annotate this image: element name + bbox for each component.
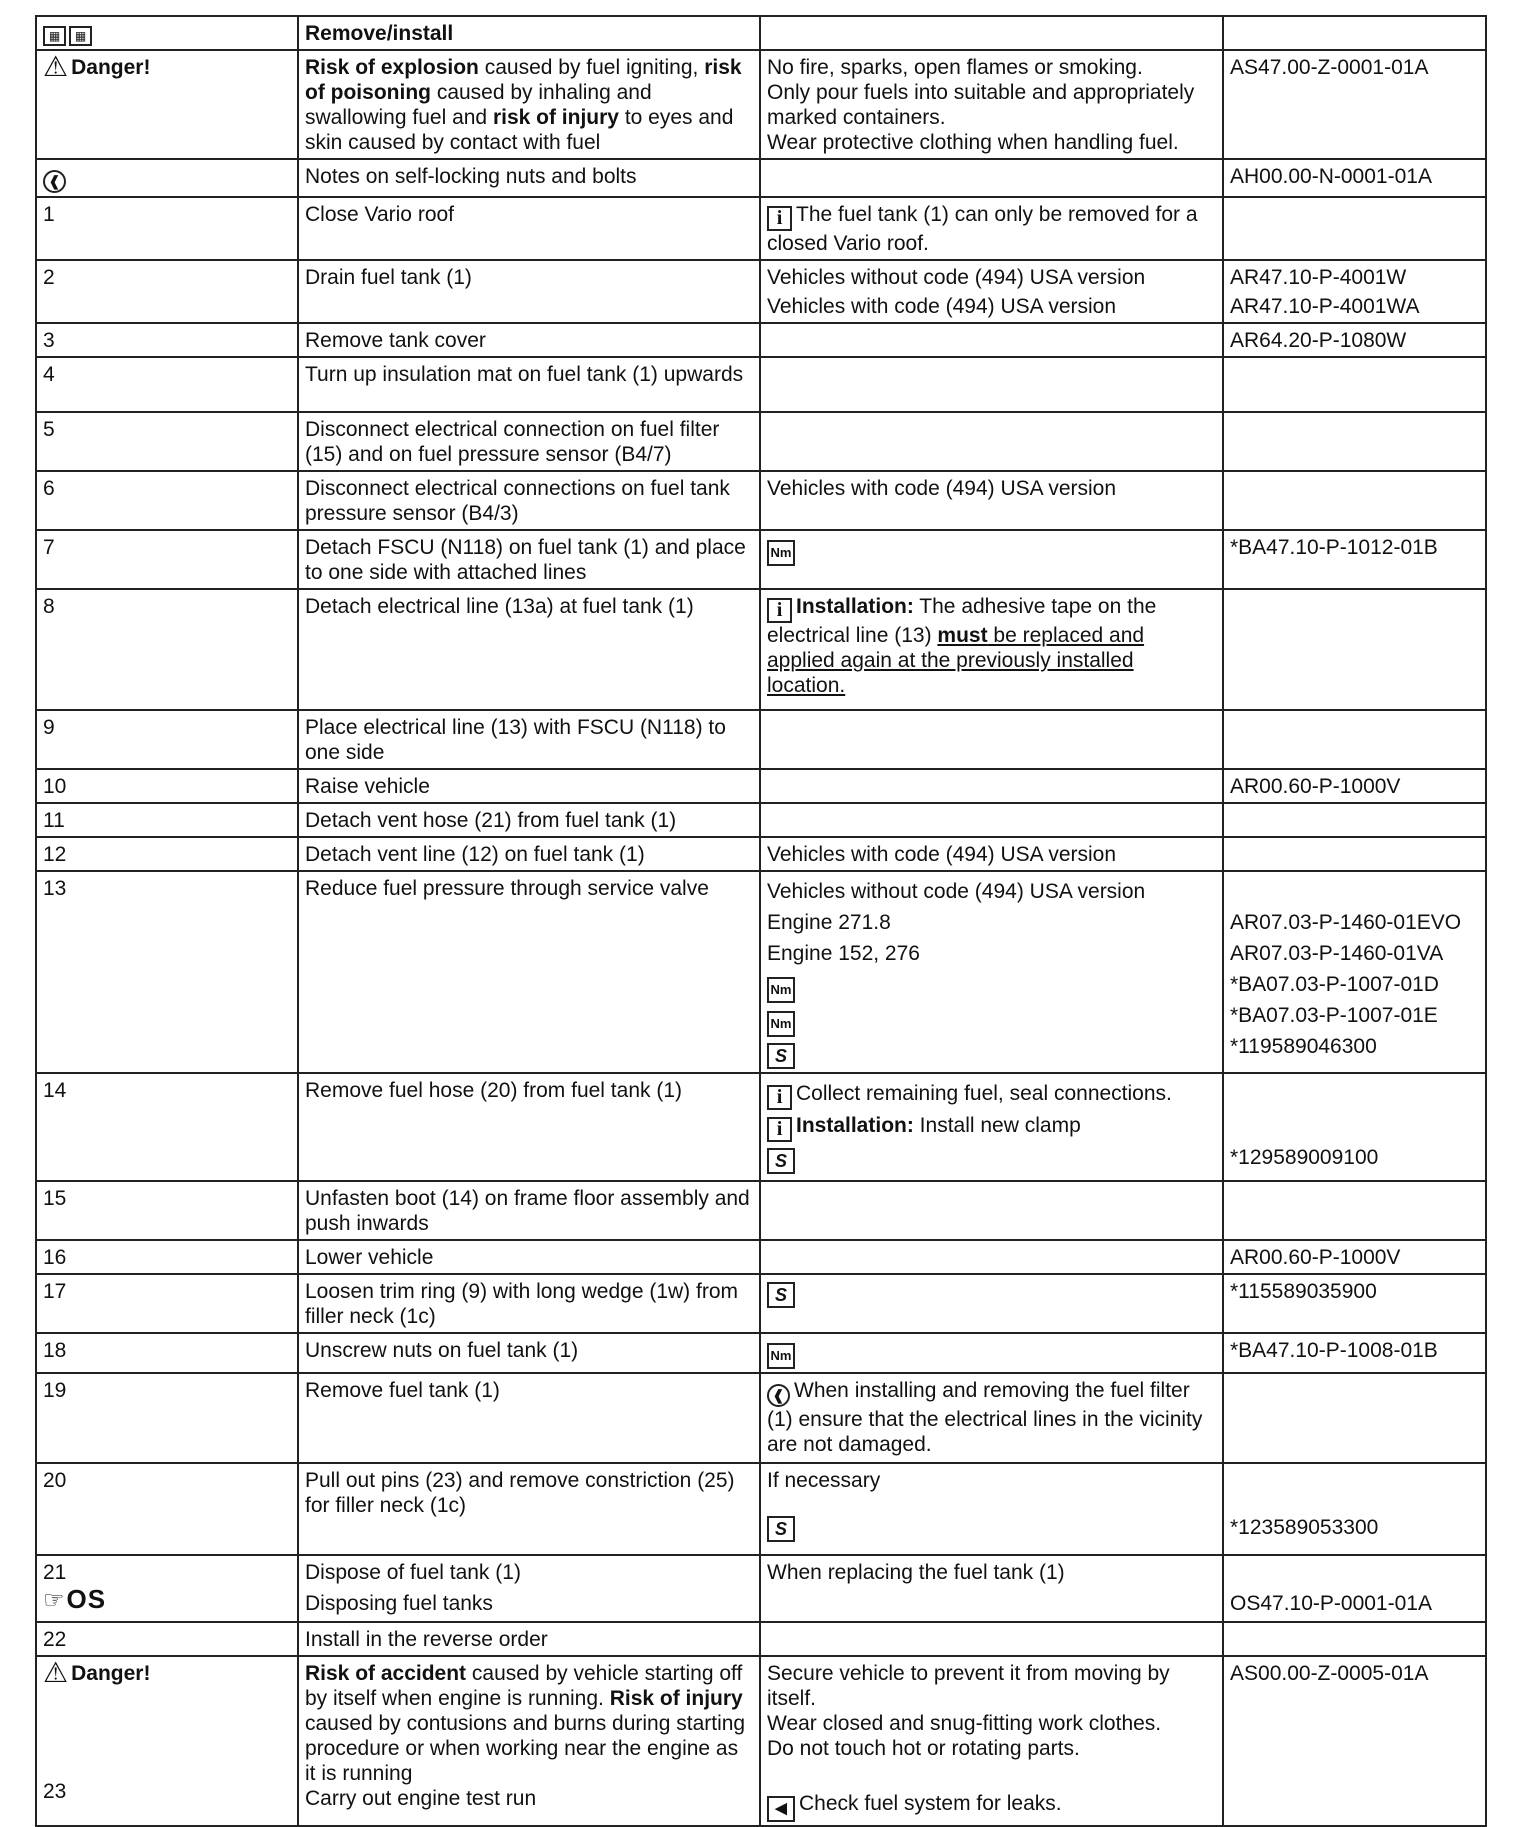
table-row: 20 Pull out pins (23) and remove constriction (25) for filler neck (1c) If necessary S *123589053300 <box>36 1463 1486 1555</box>
ref-link[interactable]: AR64.20-P-1080W <box>1223 323 1486 357</box>
info-icon: i <box>767 206 792 231</box>
table-row: 12 Detach vent line (12) on fuel tank (1) Vehicles with code (494) USA version <box>36 837 1486 871</box>
ref-link[interactable]: AR00.60-P-1000V <box>1223 769 1486 803</box>
table-row: 3 Remove tank cover AR64.20-P-1080W <box>36 323 1486 357</box>
info-icon: i <box>767 598 792 623</box>
table-row: 5 Disconnect electrical connection on fuel filter (15) and on fuel pressure sensor (B4/7) <box>36 412 1486 471</box>
danger-row-fuel: ⚠ Danger! Risk of explosion caused by fuel igniting, risk of poisoning caused by inhaling and swallowing fuel and risk of injury to eyes and skin caused by contact with fuel No fire, sparks, open flames or smoking. Only pour fuels into suitable and appropriately marked containers. Wear protective clothing when handling fuel. AS47.00-Z-0001-01A <box>36 50 1486 159</box>
self-locking-icon: ❰ <box>43 170 66 193</box>
danger-label: Danger! <box>71 56 151 79</box>
remove-install-icon: ▦ <box>43 26 66 46</box>
ref-link[interactable]: AR07.03-P-1460-01VA <box>1230 942 1444 965</box>
table-row: 16 Lower vehicle AR00.60-P-1000V <box>36 1240 1486 1274</box>
remove-install-icon: ▦ <box>69 26 92 46</box>
table-row: 9 Place electrical line (13) with FSCU (N118) to one side <box>36 710 1486 769</box>
special-tool-icon: S <box>767 1516 795 1542</box>
table-row: 1 Close Vario roof i The fuel tank (1) can only be removed for a closed Vario roof. <box>36 197 1486 260</box>
warning-triangle-icon: ⚠ <box>43 51 69 82</box>
info-icon: i <box>767 1085 792 1110</box>
table-row: 18 Unscrew nuts on fuel tank (1) Nm *BA47.10-P-1008-01B <box>36 1333 1486 1373</box>
table-row: 6 Disconnect electrical connections on fuel tank pressure sensor (B4/3) Vehicles with code (494) USA version <box>36 471 1486 530</box>
ref-link[interactable]: *BA07.03-P-1007-01E <box>1230 1004 1438 1027</box>
table-row: ❰ Notes on self-locking nuts and bolts AH00.00-N-0001-01A <box>36 159 1486 197</box>
torque-nm-icon: Nm <box>767 540 795 566</box>
table-row: 11 Detach vent hose (21) from fuel tank (1) <box>36 803 1486 837</box>
table-row: 14 Remove fuel hose (20) from fuel tank (1) i Collect remaining fuel, seal connections. i Installation: Install new clamp S *129589009100 <box>36 1073 1486 1181</box>
special-tool-icon: S <box>767 1282 795 1308</box>
table-row: 8 Detach electrical line (13a) at fuel tank (1) i Installation: The adhesive tape on the electrical line (13) must be replaced and applied again at the previously installed location. <box>36 589 1486 710</box>
ref-link[interactable]: *119589046300 <box>1230 1035 1377 1058</box>
ref-link[interactable]: AR47.10-P-4001W <box>1230 266 1407 289</box>
danger-row-engine: ⚠ Danger! 23 Risk of accident caused by vehicle starting off by itself when engine is running. Risk of injury caused by contusions and burns during starting procedure or when working near the engine as it is running Carry out engine test run Secure vehicle to prevent it from moving by itself. Wear closed and snug-fitting work clothes. Do not touch hot or rotating parts. ◀ Check fuel system for leaks. AS00.00-Z-0005-01A <box>36 1656 1486 1826</box>
ref-link[interactable]: OS47.10-P-0001-01A <box>1230 1592 1432 1615</box>
info-icon: i <box>767 1117 792 1142</box>
ref-link[interactable]: AR00.60-P-1000V <box>1223 1240 1486 1274</box>
header-row <box>36 16 1486 50</box>
table-row: 2 Drain fuel tank (1) Vehicles without code (494) USA version Vehicles with code (494) USA version AR47.10-P-4001W AR47.10-P-4001WA <box>36 260 1486 323</box>
table-row: 10 Raise vehicle AR00.60-P-1000V <box>36 769 1486 803</box>
test-run-icon: ◀ <box>767 1796 795 1822</box>
warning-triangle-icon: ⚠ <box>43 1657 69 1688</box>
ref-link[interactable]: AR47.10-P-4001WA <box>1230 295 1420 318</box>
table-row: 4 Turn up insulation mat on fuel tank (1) upwards <box>36 357 1486 412</box>
ref-link[interactable]: AH00.00-N-0001-01A <box>1223 159 1486 197</box>
table-row: 13 Reduce fuel pressure through service valve Vehicles without code (494) USA version Engine 271.8 Engine 152, 276 Nm Nm S AR07.03-P-1460-01EVO AR07.03-P-1460-01VA *BA07.03-P-1007-01D *BA07.03-P-1007-01E *119589046300 <box>36 871 1486 1073</box>
table-row: 17 Loosen trim ring (9) with long wedge (1w) from filler neck (1c) S *115589035900 <box>36 1274 1486 1333</box>
procedure-table <box>35 15 1487 1827</box>
ref-link[interactable]: *115589035900 <box>1223 1274 1486 1333</box>
table-row: 21 ☞OS Dispose of fuel tank (1) Disposing fuel tanks When replacing the fuel tank (1) OS47.10-P-0001-01A <box>36 1555 1486 1622</box>
table-row: 22 Install in the reverse order <box>36 1622 1486 1656</box>
table-row: 15 Unfasten boot (14) on frame floor assembly and push inwards <box>36 1181 1486 1240</box>
self-locking-icon: ❰ <box>767 1384 790 1407</box>
ref-link[interactable]: AS47.00-Z-0001-01A <box>1223 50 1486 159</box>
ref-link[interactable]: *123589053300 <box>1230 1516 1379 1539</box>
torque-nm-icon: Nm <box>767 1343 795 1369</box>
special-tool-icon: S <box>767 1043 795 1069</box>
torque-nm-icon: Nm <box>767 1011 795 1037</box>
table-row: 19 Remove fuel tank (1) ❰ When installing and removing the fuel filter (1) ensure that the electrical lines in the vicinity are not damaged. <box>36 1373 1486 1463</box>
torque-nm-icon: Nm <box>767 977 795 1003</box>
ref-link[interactable]: AR07.03-P-1460-01EVO <box>1230 911 1462 934</box>
special-tool-icon: S <box>767 1148 795 1174</box>
table-row: 7 Detach FSCU (N118) on fuel tank (1) and place to one side with attached lines Nm *BA47.10-P-1012-01B <box>36 530 1486 589</box>
ref-link[interactable]: AS00.00-Z-0005-01A <box>1223 1656 1486 1826</box>
ref-link[interactable]: *BA47.10-P-1008-01B <box>1223 1333 1486 1373</box>
ref-link[interactable]: *BA47.10-P-1012-01B <box>1223 530 1486 589</box>
pointing-hand-icon: ☞ <box>43 1587 65 1614</box>
ref-link[interactable]: *129589009100 <box>1230 1146 1379 1169</box>
header-title: Remove/install <box>298 16 760 50</box>
ref-link[interactable]: *BA07.03-P-1007-01D <box>1230 973 1439 996</box>
